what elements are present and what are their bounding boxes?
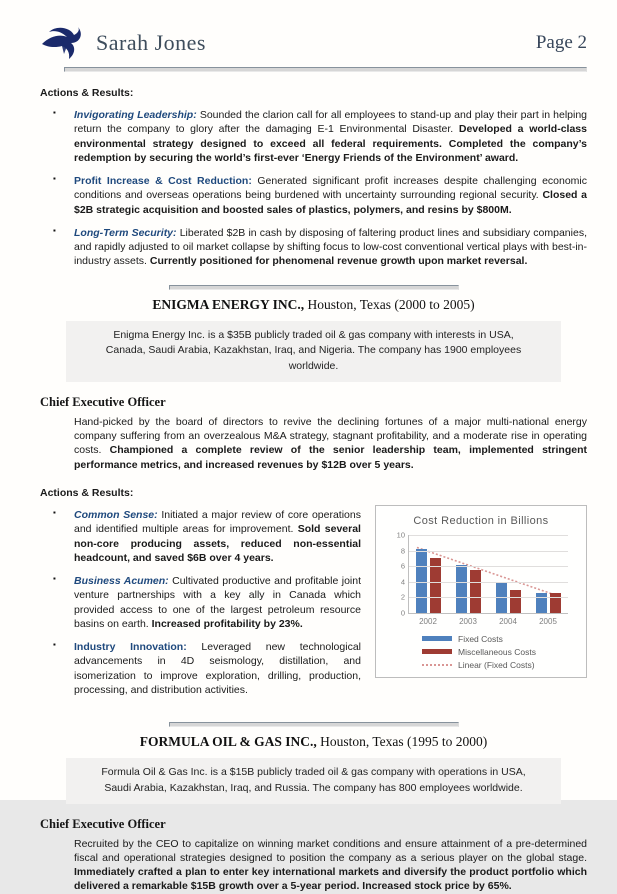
bullet-text: Initiated a major review of core operations and identified multiple areas for improvement.: [74, 508, 361, 536]
role-description-text: Recruited by the CEO to capitalize on winning market conditions and ensure attainment of a pre-determined fiscal and operational strategies designed to position the company as a serious player on the global stage.: [74, 837, 587, 864]
bullet-lead: Industry Innovation:: [74, 641, 187, 654]
page-header: [40, 24, 587, 62]
bullet-item-long-term-security: [40, 226, 587, 269]
actions-results-label: Actions & Results:: [40, 486, 134, 499]
bullet-text-bold: Sold several non-core producing assets, reduced non-essential headcount, and saved $6B over 4 years.: [74, 523, 361, 564]
role-title: Chief Executive Officer: [40, 816, 166, 831]
bullet-marker: ▪: [53, 225, 56, 235]
bullet-marker: ▪: [53, 640, 56, 650]
bullet-text: Generated significant profit increases despite challenging economic conditions and overseas operations being burdened with uncertainty surrounding regional security.: [74, 175, 588, 202]
y-axis-tick-label: 10: [396, 530, 405, 540]
legend-label: Linear (Fixed Costs): [458, 659, 535, 670]
role-description: [74, 415, 587, 472]
bullet-marker: ▪: [53, 574, 56, 584]
bullet-text-bold: Currently positioned for phenomenal revenue growth upon market reversal.: [149, 255, 528, 268]
bullet-lead: Long-Term Security:: [74, 226, 177, 239]
actions-results-label: Actions & Results:: [40, 87, 134, 99]
bullet-lead: Business Acumen:: [74, 575, 169, 588]
bullet-lead: Profit Increase & Cost Reduction:: [74, 175, 252, 188]
role-description-bold: Immediately crafted a plan to enter key international markets and diversify the product portfolio which delivered a remarkable $15B growth over a 5-year period. Increased stock price by 65%.: [74, 866, 587, 893]
bullet-marker: ▪: [53, 108, 56, 117]
y-axis-tick-label: 0: [400, 608, 405, 618]
enigma-actions-section: [40, 487, 587, 706]
header-rule: [64, 67, 587, 72]
y-axis-tick-label: 8: [400, 546, 405, 556]
bullet-item-industry-innovation: [40, 640, 587, 697]
bullet-text-bold: Developed a world-class environmental strategy designed to exceed all federal requirements. Completed the company’s redemption by securing the world’s first-ever ‘Energy Friends of the Environment’ award.: [74, 123, 587, 164]
bullet-text: Leveraged new technological advancements in 4D seismology, distillation, and isomerization to improve exploration, drilling, production, processing, and distribution activities.: [74, 641, 361, 696]
bullet-item-common-sense: [40, 508, 587, 565]
company-name: FORMULA OIL & GAS INC.,: [139, 734, 317, 750]
bullet-item-invigorating-leadership: [40, 108, 587, 165]
bullet-lead: Invigorating Leadership:: [74, 109, 197, 121]
bullet-text-bold: Closed a $2B strategic acquisition and boosted sales of plastics, polymers, and resins by $800M.: [74, 189, 588, 216]
y-axis-tick-label: 4: [400, 577, 405, 587]
legend-label: Fixed Costs: [458, 633, 503, 644]
bullet-lead: Common Sense:: [74, 508, 158, 521]
bullet-list: [40, 108, 587, 269]
bullet-text: Liberated $2B in cash by disposing of faltering product lines and subsidiary companies, and rapidly adjusted to oil market collapse by shifting focus to low-cost conventional vertical plays with best-in-industry assets.: [74, 226, 587, 268]
bullet-text: Sounded the clarion call for all employees to stand-up and play their part in helping return the company to glory after the damaging E-1 Environmental Disaster.: [74, 109, 588, 136]
role-description-text: Hand-picked by the board of directors to revive the declining fortunes of a major multi-national energy company suffering from an overzealous M&A strategy, stagnant profitability, and a moderate rise in operating costs.: [74, 415, 587, 457]
section-divider: [169, 285, 459, 290]
role-description: [74, 837, 587, 894]
section-heading-enigma: [40, 297, 587, 313]
bullet-item-business-acumen: [40, 574, 587, 631]
x-axis-tick-label: 2003: [459, 616, 477, 626]
x-axis-tick-label: 2005: [539, 616, 557, 626]
y-axis-tick-label: 6: [400, 561, 405, 571]
company-summary-box: Enigma Energy Inc. is a $35B publicly traded oil & gas company with interests in USA, Canada, Saudi Arabia, Kazakhstan, Iraq, and Nigeria. The company has 1900 employees worldwide.: [66, 321, 561, 382]
company-location: Houston, Texas (2000 to 2005): [304, 296, 475, 312]
company-summary-box: Formula Oil & Gas Inc. is a $15B publicly traded oil & gas company with operations in USA, Saudi Arabia, Kazakhstan, Iraq, and Russia. The company has 800 employees worldwide.: [66, 758, 561, 804]
bullet-item-profit-increase: [40, 174, 587, 217]
company-name: ENIGMA ENERGY INC.,: [152, 296, 305, 312]
bullet-marker: ▪: [53, 174, 56, 184]
x-axis-tick-label: 2004: [499, 616, 517, 626]
y-axis-tick-label: 2: [400, 592, 405, 602]
chart-title: Cost Reduction in Billions: [413, 514, 549, 527]
x-axis-tick-label: 2002: [419, 616, 437, 626]
bullet-text-bold: Increased profitability by 23%.: [151, 617, 303, 630]
bird-logo-icon: [40, 24, 86, 62]
legend-label: Miscellaneous Costs: [458, 646, 536, 657]
section-divider: [169, 722, 459, 727]
bullet-list: [40, 508, 587, 697]
company-location: Houston, Texas (1995 to 2000): [316, 734, 488, 750]
bullet-marker: ▪: [53, 507, 56, 517]
role-description-bold: Championed a complete review of the senior leadership team, implemented stringent performance metrics, and increased revenues by $12B over 5 years.: [74, 444, 587, 471]
page-number: Page 2: [535, 32, 587, 53]
resume-owner-name: Sarah Jones: [96, 30, 206, 55]
bullet-text: Cultivated productive and profitable joint venture partnerships with a key ally in Canada which provided access to one of the largest petroleum resource basins on earth.: [74, 575, 362, 630]
role-title: Chief Executive Officer: [40, 394, 166, 409]
section-heading-formula: [40, 734, 587, 750]
gridline: [409, 566, 568, 567]
